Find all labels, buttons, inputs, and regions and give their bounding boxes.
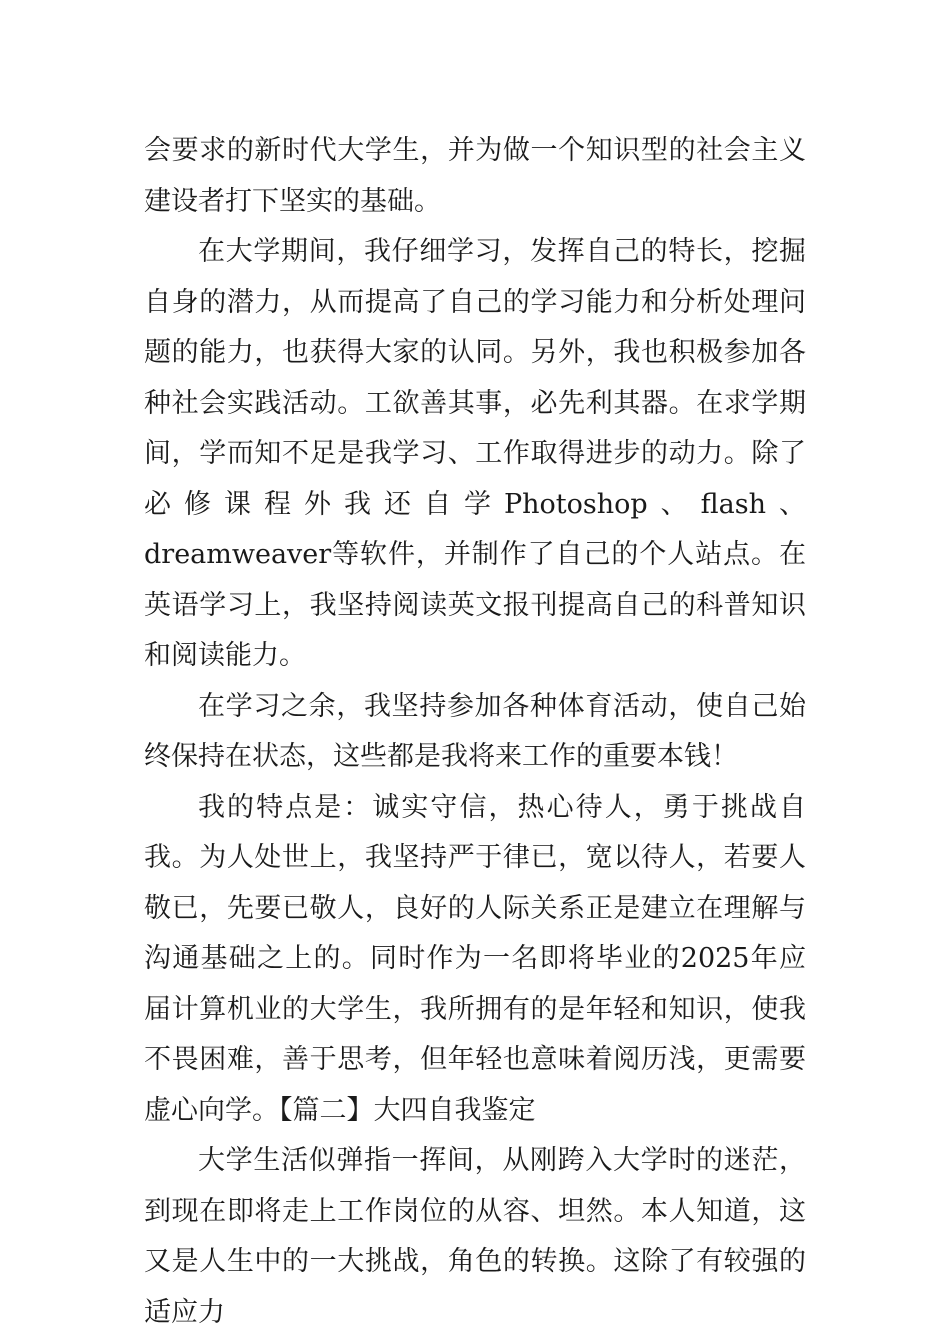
paragraph-traits: 我的特点是：诚实守信，热心待人，勇于挑战自我。为人处世上，我坚持严于律已，宽以待人，若要人敬已，先要已敬人，良好的人际关系正是建立在理解与沟通基础之上的。同时作为一名即将毕业的2025年应届计算机业的大学生，我所拥有的是年轻和知识，使我不畏困难，善于思考，但年轻也意味着阅历浅，更需要虚心向学。【篇二】大四自我鉴定: [144, 791, 806, 1126]
document-body: [144, 126, 806, 1338]
paragraph-sports: 在学习之余，我坚持参加各种体育活动，使自己始终保持在状态，这些都是我将来工作的重要本钱！: [144, 690, 806, 772]
paragraph-continuation: 会要求的新时代大学生，并为做一个知识型的社会主义建设者打下坚实的基础。: [144, 135, 806, 217]
paragraph-college-life: 大学生活似弹指一挥间，从刚跨入大学时的迷茫，到现在即将走上工作岗位的从容、坦然。本人知道，这又是人生中的一大挑战，角色的转换。这除了有较强的适应力: [144, 1145, 806, 1328]
paragraph-study: 在大学期间，我仔细学习，发挥自己的特长，挖掘自身的潜力，从而提高了自己的学习能力和分析处理问题的能力，也获得大家的认同。另外，我也积极参加各种社会实践活动。工欲善其事，必先利其器。在求学期间，学而知不足是我学习、工作取得进步的动力。除了必修课程外我还自学Photoshop、flash、dreamweaver等软件，并制作了自己的个人站点。在英语学习上，我坚持阅读英文报刊提高自己的科普知识和阅读能力。: [144, 236, 806, 671]
